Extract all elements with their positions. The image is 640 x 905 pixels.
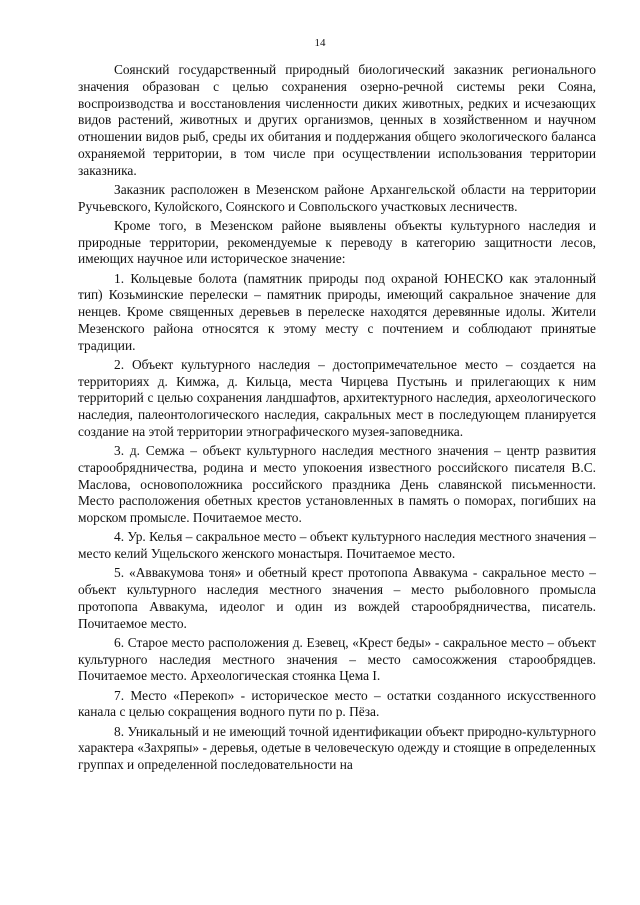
page-number: 14 [314,37,326,49]
list-item-8: 8. Уникальный и не имеющий точной идентификации объект природно-культурного характера «Захряпы» - деревья, одетые в человеческую одежду и стоящие в определенных группах и определенной последовательности на [78,723,596,772]
list-item-1: 1. Кольцевые болота (памятник природы под охраной ЮНЕСКО как эталонный тип) Козьминские перелески – памятник природы, имеющий сакральное значение для ненцев. Кроме священных деревьев в перелеске находятся деревянные идолы. Жители Мезенского района относятся к этому месту с почтением и соблюдают принятые традиции. [78,270,596,353]
paragraph-zakaznik-location: Заказник расположен в Мезенском районе Архангельской области на территории Ручьевского, Кулойского, Соянского и Совпольского участковых лесничеств. [78,181,596,214]
paragraph-zakaznik-purpose: Соянский государственный природный биологический заказник регионального значения образован с целью сохранения озерно-речной системы реки Сояна, воспроизводства и восстановления численности диких животных, редких и исчезающих видов растений, животных и других организмов, ценных в хозяйственном и научном отношении видов рыб, среды их обитания и поддержания общего экологического баланса охраняемой территории, в том числе при осуществлении использования территории заказника. [78,62,596,178]
list-item-2: 2. Объект культурного наследия – достопримечательное место – создается на территориях д. Кимжа, д. Кильца, места Чирцева Пустынь и прилегающих к ним территорий с целью сохранения ландшафтов, архитектурного наследия, археологического наследия, палеонтологического наследия, сакральных мест в последующем планируется создание на этой территории этнографического музея-заповедника. [78,356,596,439]
document-body [78,62,596,776]
list-item-7: 7. Место «Перекоп» - историческое место – остатки созданного искусственного канала с целью сокращения водного пути по р. Пёза. [78,687,596,720]
list-item-3: 3. д. Семжа – объект культурного наследия местного значения – центр развития старообрядничества, родина и место упокоения известного российского писателя В.С. Маслова, основоположника российского праздника День славянской письменности. Место расположения обетных крестов установленных в память о поморах, погибших на морском промысле. Почитаемое место. [78,443,596,525]
list-item-5: 5. «Аввакумова тоня» и обетный крест протопопа Аввакума - сакральное место – объект культурного наследия местного значения – место рыболовного промысла протопопа Аввакума, идеолог и один из вождей старообрядничества, писатель. Почитаемое место. [78,565,596,631]
paragraph-heritage-intro: Кроме того, в Мезенском районе выявлены объекты культурного наследия и природные территории, рекомендуемые к переводу в категорию защитности лесов, имеющих научное или историческое значение: [78,217,596,267]
list-item-6: 6. Старое место расположения д. Езевец, «Крест беды» - сакральное место – объект культурного наследия местного значения – место самосожжения старообрядцев. Почитаемое место. Археологическая стоянка Цема I. [78,634,596,684]
list-item-4: 4. Ур. Келья – сакральное место – объект культурного наследия местного значения – место келий Ущельского женского монастыря. Почитаемое место. [78,529,596,561]
